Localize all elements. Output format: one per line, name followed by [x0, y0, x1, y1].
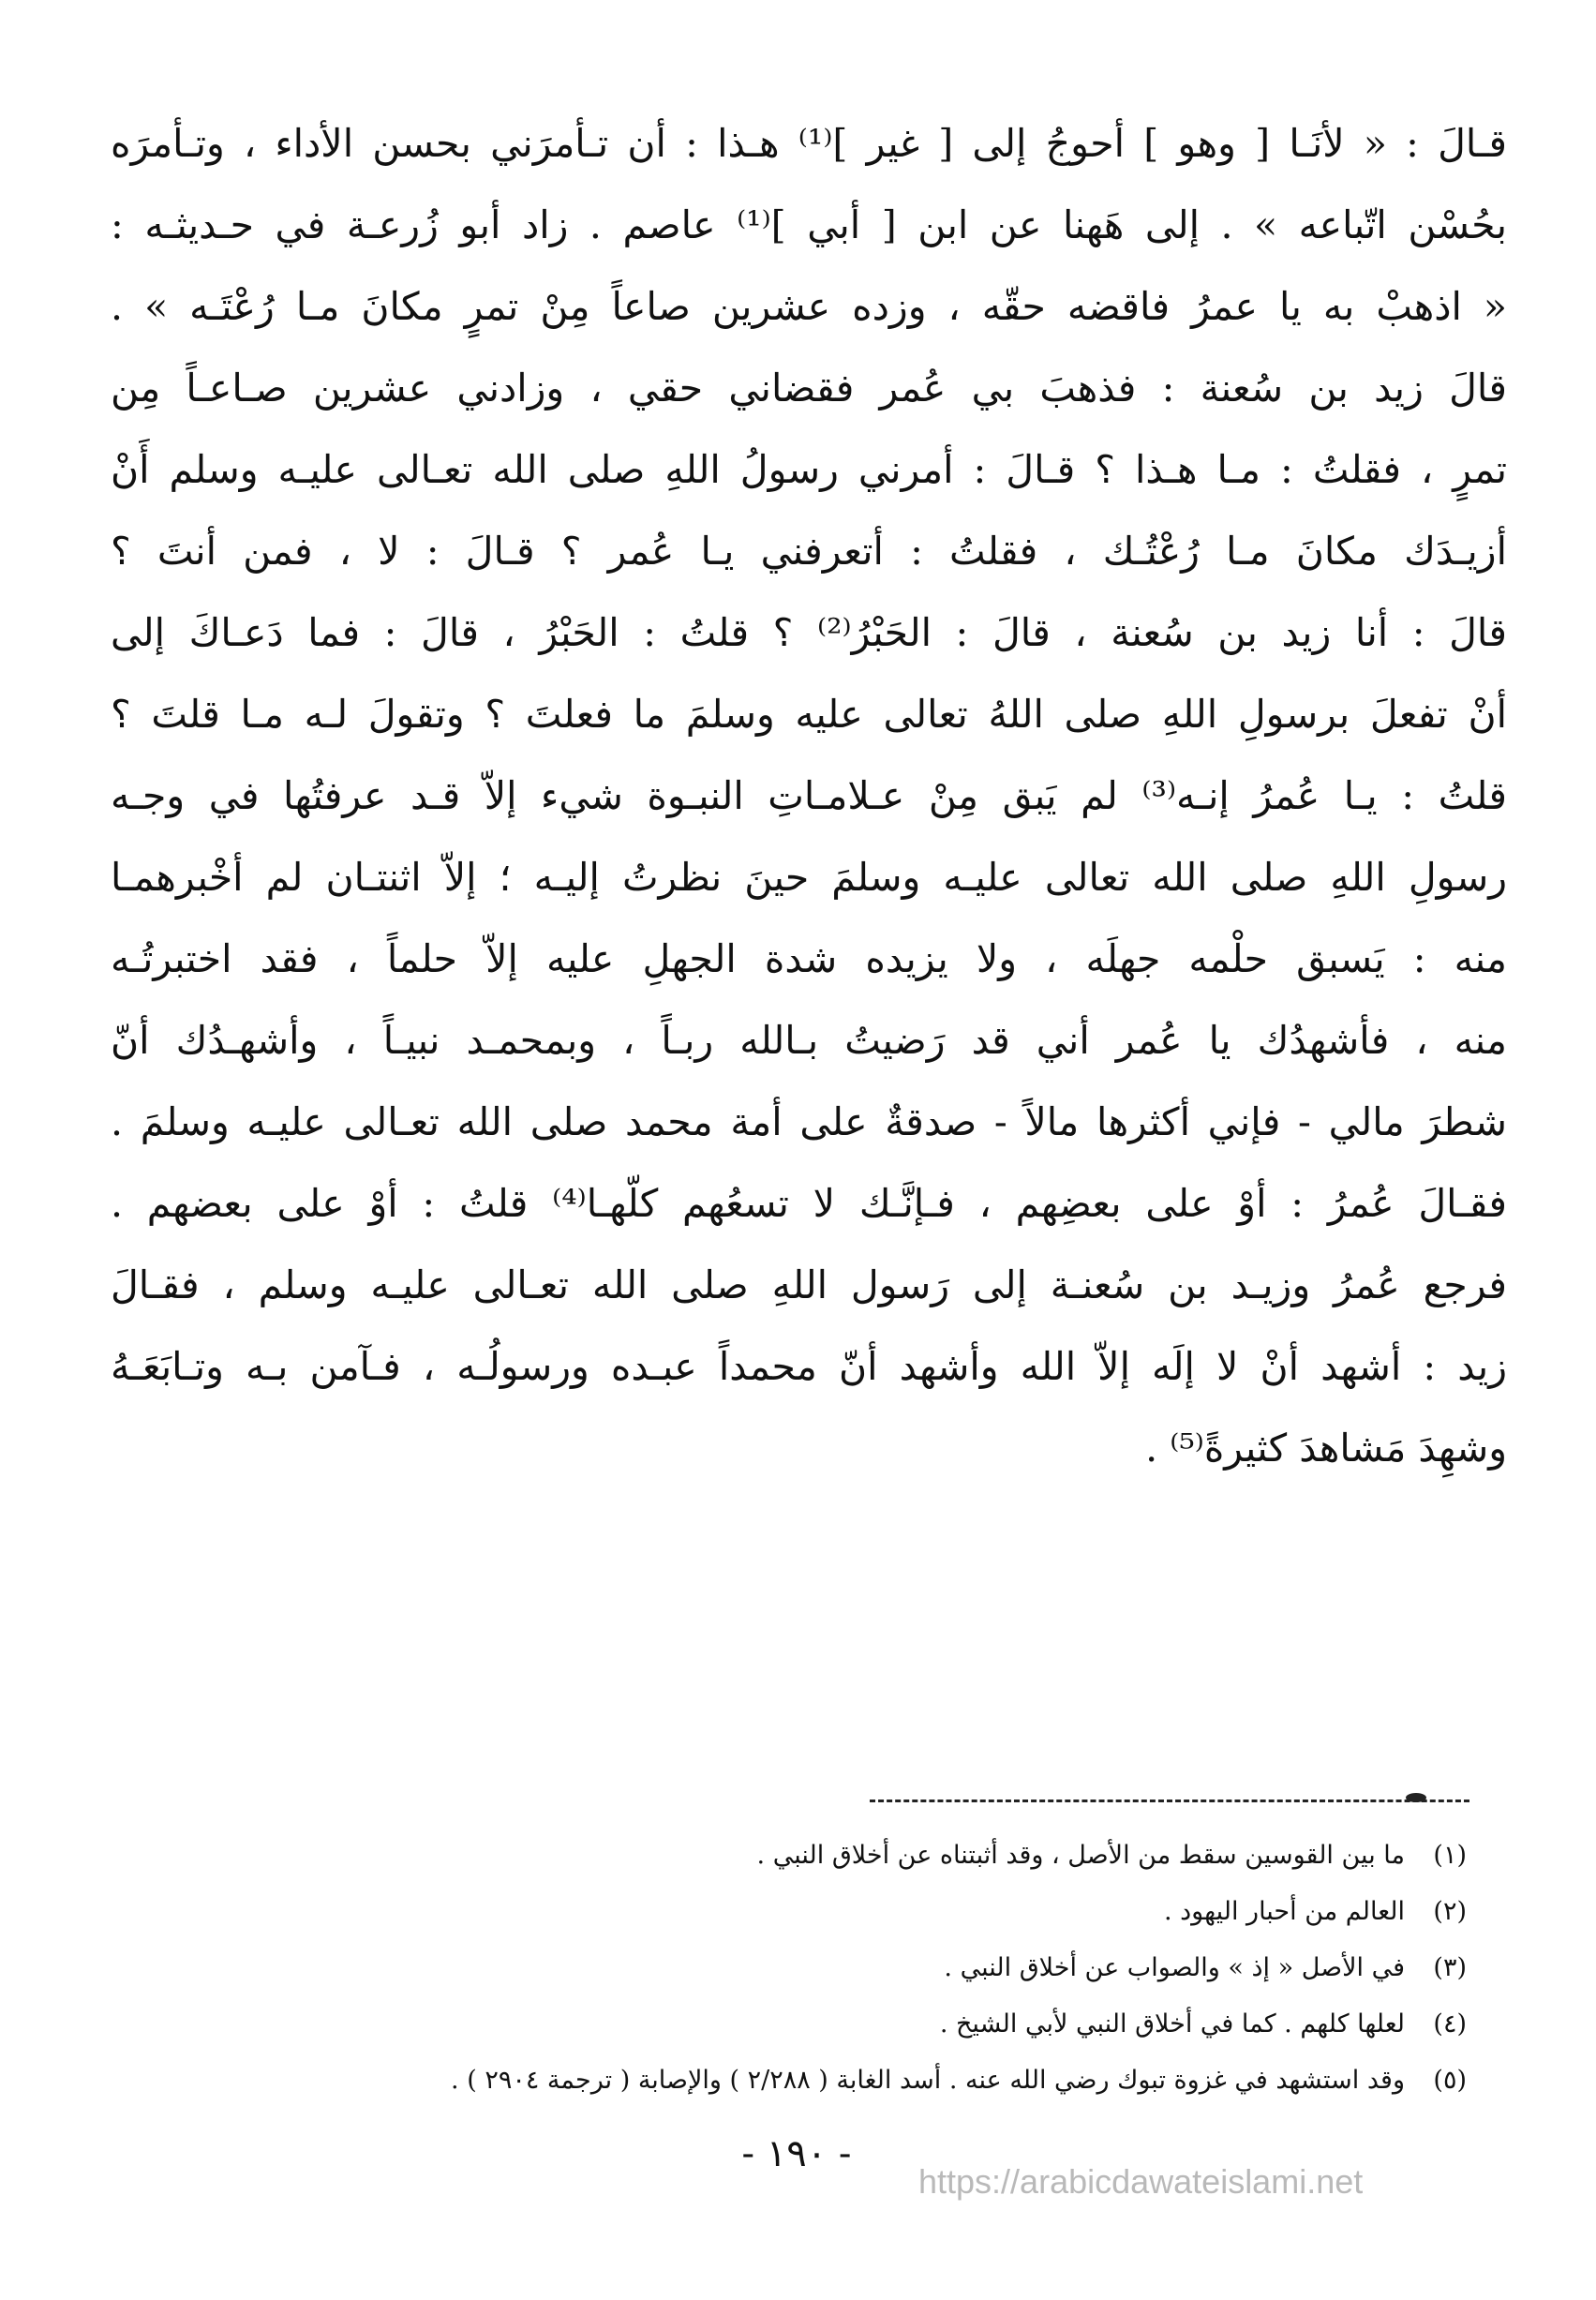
footnotes [319, 1828, 1467, 2109]
text-line: بحُسْن اتّباعه » . إلى هَهنا عن ابن [ أبي ]⁽¹⁾ عاصم . زاد أبو زُرعـة في حـديثـه : [111, 202, 1507, 247]
page-number: - ١٩٠ - [741, 2132, 852, 2175]
footnote-text: وقد استشهد في غزوة تبوك رضي الله عنه . أسد الغابة ( ٢/٢٨٨ ) والإصابة ( ترجمة ٢٩٠٤ ) . [451, 2066, 1405, 2095]
footnote-item [319, 2053, 1467, 2109]
text-line: « اذهبْ به يا عمرُ فاقضه حقّه ، وزده عشرين صاعاً مِنْ تمرٍ مكانَ مـا رُعْتَـه » . [111, 284, 1507, 329]
footnote-number: (١) [1433, 1841, 1467, 1870]
text-line: قـالَ : « لأنَـا [ وهو ] أحوجُ إلى [ غير ]⁽¹⁾ هـذا : أن تـأمرَني بحسن الأداء ، وتـأمرَه [111, 121, 1507, 166]
text-line: قلتُ : يـا عُمرُ إنـه⁽³⁾ لم يَبق مِنْ عـلامـاتِ النبـوة شيء إلاّ قـد عرفتُها في وجـه [111, 773, 1507, 818]
text-line: وشهِدَ مَشاهدَ كثيرةً⁽⁵⁾ . [1145, 1426, 1507, 1471]
text-line: زيد : أشهد أنْ لا إلَه إلاّ الله وأشهد أنّ محمداً عبـده ورسولُـه ، فـآمن بـه وتـابَعَـهُ [111, 1344, 1507, 1389]
footnote-number: (٤) [1433, 2009, 1467, 2039]
footnote-text: في الأصل « إذ » والصواب عن أخلاق النبي . [944, 1953, 1405, 1982]
footnote-separator [870, 1800, 1469, 1802]
footnote-number: (٢) [1433, 1897, 1467, 1926]
footnote-number: (٥) [1433, 2066, 1467, 2095]
footnote-text: ما بين القوسين سقط من الأصل ، وقد أثبتناه عن أخلاق النبي . [756, 1841, 1405, 1870]
footnote-item [319, 1884, 1467, 1940]
watermark-url: https://arabicdawateislami.net [918, 2162, 1364, 2201]
footnote-number: (٣) [1433, 1953, 1467, 1982]
footnote-item [319, 1940, 1467, 1996]
footnote-item [319, 1996, 1467, 2053]
text-line: فرجع عُمرُ وزيـد بن سُعنـة إلى رَسول اللهِ صلى الله تعـالى عليـه وسلم ، فقـالَ [111, 1262, 1507, 1307]
text-line: منه : يَسبق حلْمه جهلَه ، ولا يزيده شدة الجهلِ عليه إلاّ حلماً ، فقد اختبرتُـه [111, 936, 1507, 981]
separator-ornament [1406, 1793, 1426, 1802]
text-line: رسولِ اللهِ صلى الله تعالى عليـه وسلمَ حينَ نظرتُ إليـه ؛ إلاّ اثنتـان لم أخْبرهمـا [111, 855, 1507, 900]
text-line: تمرٍ ، فقلتُ : مـا هـذا ؟ قـالَ : أمرني رسولُ اللهِ صلى الله تعـالى عليـه وسلم أَنْ [111, 447, 1507, 492]
footnote-text: لعلها كلهم . كما في أخلاق النبي لأبي الشيخ . [939, 2009, 1405, 2039]
text-line: قالَ : أنا زيد بن سُعنة ، قالَ : الحَبْرُ⁽²⁾ ؟ قلتُ : الحَبْرُ ، قالَ : فما دَعـاكَ إلى [111, 610, 1508, 655]
text-line: قالَ زيد بن سُعنة : فذهبَ بي عُمر فقضاني حقي ، وزادني عشرين صـاعـاً مِن [111, 366, 1507, 411]
text-line: أنْ تفعلَ برسولِ اللهِ صلى اللهُ تعالى عليه وسلمَ ما فعلتَ ؟ وتقولَ لـه مـا قلتَ ؟ [111, 692, 1507, 737]
text-line: شطرَ مالي - فإني أكثرها مالاً - صدقةٌ على أمة محمد صلى الله تعـالى عليـه وسلمَ . [111, 1099, 1507, 1144]
main-text [111, 103, 1507, 1489]
footnote-item [319, 1828, 1467, 1884]
text-line: فقـالَ عُمرُ : أوْ على بعضِهم ، فـإنَّـك لا تسعُهم كلّهـا⁽⁴⁾ قلتُ : أوْ على بعضهم . [111, 1181, 1507, 1226]
text-line: أزيـدَك مكانَ مـا رُعْتُـك ، فقلتُ : أتعرفني يـا عُمر ؟ قـالَ : لا ، فمن أنتَ ؟ [111, 529, 1507, 574]
footnote-text: العالم من أحبار اليهود . [1163, 1897, 1405, 1926]
text-line: منه ، فأشهدُك يا عُمر أني قد رَضيتُ بـالله ربـاً ، وبمحمـد نبيـاً ، وأشهـدُك أنّ [111, 1018, 1507, 1063]
